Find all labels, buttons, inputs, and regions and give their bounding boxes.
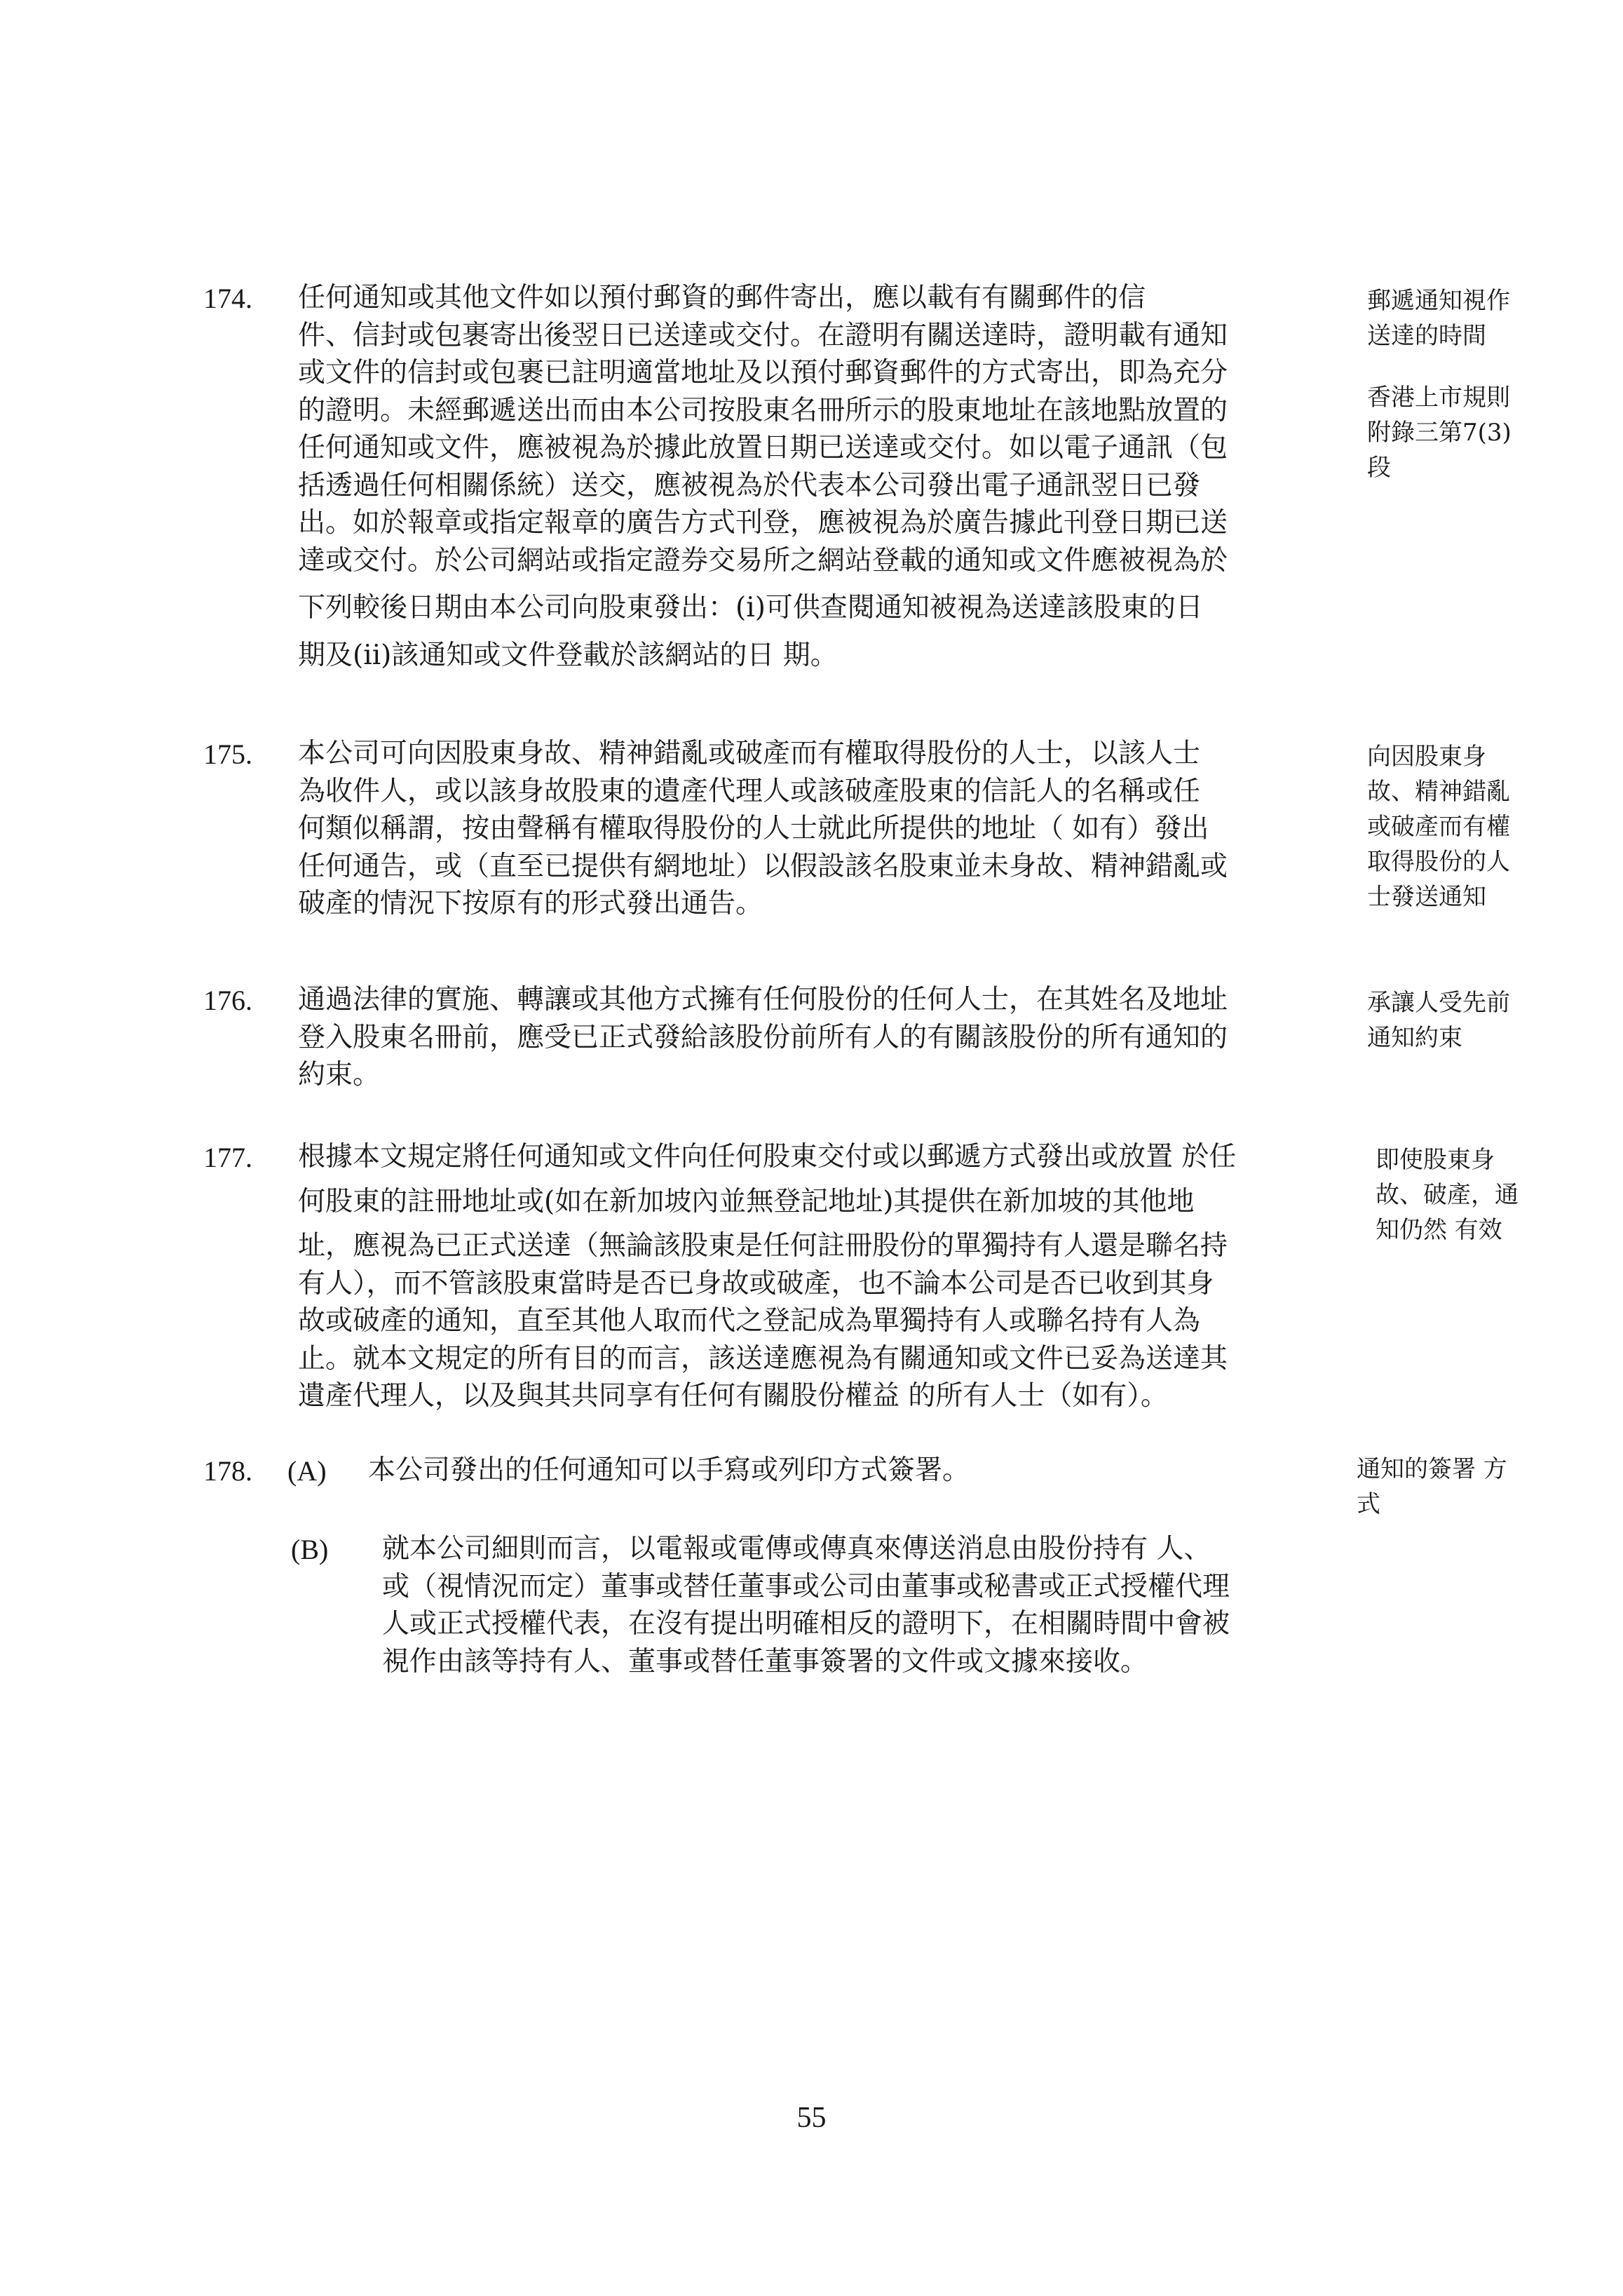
margin-notes (1357, 1452, 1525, 1548)
margin-note: 向因股東身故、精神錯亂 或破產而有權 取得股份的人 士發送通知 (1367, 743, 1510, 911)
text-line: 件、信封或包裹寄出後翌日已送達或交付。在證明有關送達時，證明載有通知 (298, 319, 1228, 351)
text-line: 通過法律的實施、轉讓或其他方式擁有任何股份的任何人士，在其姓名及地址 (298, 984, 1228, 1015)
text-line: 址，應視為已正式送達（無論該股東是任何註冊股份的單獨持有人還是聯名持 (298, 1230, 1228, 1262)
text-line: 止。就本文規定的所有目的而言，該送達應視為有關通知或文件已妥為送達其 (298, 1342, 1228, 1375)
text-line: 出。如於報章或指定報章的廣告方式刊登，應被視為於廣告據此刊登日期已送 (298, 507, 1228, 539)
text-line: 何類似稱謂，按由聲稱有權取得股份的人士就此所提供的地址（ 如有）發出 (298, 813, 1209, 844)
text-line: 達或交付。於公司網站或指定證券交易所之網站登載的通知或文件應被視為於 (298, 544, 1228, 576)
clause-number: 177. (203, 1142, 252, 1173)
text-line: 有人），而不管該股東當時是否已身故或破產，也不論本公司是否已收到其身 (298, 1267, 1214, 1299)
subclause-label: (A) (287, 1455, 327, 1487)
text-line: 故或破產的通知，直至其他人取而代之登記成為單獨持有人或聯名持有人為 (298, 1305, 1201, 1337)
text-line: 為收件人，或以該身故股東的遺產代理人或該破產股東的信託人的名稱或任 (298, 775, 1201, 807)
text-line: 本公司發出的任何通知可以手寫或列印方式簽署。 (368, 1454, 970, 1486)
subclause-text (368, 1452, 1332, 1490)
margin-note: 承讓人受先前 通知約束 (1367, 989, 1510, 1052)
text-line: 根據本文規定將任何通知或文件向任何股東交付或以郵遞方式發出或放置 於任 (298, 1141, 1237, 1173)
text-line: 或文件的信封或包裹已註明適當地址及以預付郵資郵件的方式寄出，即為充分 (298, 357, 1228, 389)
text-line: 或（視情況而定）董事或替任董事或公司由董事或秘書或正式授權代理 (382, 1570, 1230, 1602)
text-line: 登入股東名冊前，應受已正式發給該股份前所有人的有關該股份的所有通知的 (298, 1021, 1228, 1053)
text-line: 期及(ii)該通知或文件登載於該網站的日 期。 (298, 639, 838, 671)
subclause-label: (B) (291, 1534, 329, 1565)
text-line: 約束。 (298, 1059, 381, 1090)
page-number: 55 (796, 2102, 827, 2134)
text-line: 括透過任何相關係統）送交，應被視為於代表本公司發出電子通訊翌日已發 (298, 469, 1201, 501)
margin-notes (1367, 283, 1514, 512)
clause-text (298, 735, 1343, 923)
text-line: 視作由該等持有人、董事或替任董事簽署的文件或文據來接收。 (382, 1645, 1148, 1677)
text-line: 任何通知或其他文件如以預付郵資的郵件寄出，應以載有有關郵件的信 (298, 282, 1146, 313)
text-line: 就本公司細則而言，以電報或電傳或傳真來傳送消息由股份持有 人、 (382, 1533, 1211, 1565)
margin-note: 即使股東身故、破產，通知仍然 有效 (1376, 1146, 1519, 1244)
clause-number: 176. (203, 985, 252, 1016)
clause-text (298, 1138, 1343, 1415)
text-line: 下列較後日期由本公司向股東發出：(i)可供查閱通知被視為送達該股東的日 (298, 592, 1203, 623)
text-line: 破產的情況下按原有的形式發出通告。 (298, 888, 763, 919)
text-line: 人或正式授權代表，在沒有提出明確相反的證明下，在相關時間中會被 (382, 1608, 1230, 1640)
clause-text (298, 981, 1343, 1094)
text-line: 遺產代理人，以及與其共同享有任何有關股份權益 的所有人士（如有）。 (298, 1380, 1168, 1412)
text-line: 何股東的註冊地址或(如在新加坡內並無登記地址)其提供在新加坡的其他地 (298, 1185, 1195, 1217)
margin-notes (1376, 1142, 1523, 1274)
margin-notes (1367, 739, 1514, 941)
clause-number: 178. (203, 1455, 252, 1487)
text-line: 任何通知或文件，應被視為於據此放置日期已送達或交付。如以電子通訊（包 (298, 432, 1228, 464)
clause-text (298, 279, 1343, 674)
text-line: 任何通告，或（直至已提供有網地址）以假設該名股東並未身故、精神錯亂或 (298, 850, 1228, 882)
margin-notes (1367, 985, 1514, 1082)
margin-note: 香港上市規則 附錄三第7(3) 段 (1367, 384, 1512, 482)
margin-note: 通知的簽署 方式 (1357, 1455, 1507, 1518)
text-line: 的證明。未經郵遞送出而由本公司按股東名冊所示的股東地址在該地點放置的 (298, 394, 1228, 426)
clause-number: 174. (203, 283, 252, 314)
subclause-text (382, 1530, 1336, 1680)
text-line: 本公司可向因股東身故、精神錯亂或破產而有權取得股份的人士，以該人士 (298, 738, 1201, 769)
margin-note: 郵遞通知視作 送達的時間 (1367, 287, 1510, 350)
clause-number: 175. (203, 738, 252, 770)
